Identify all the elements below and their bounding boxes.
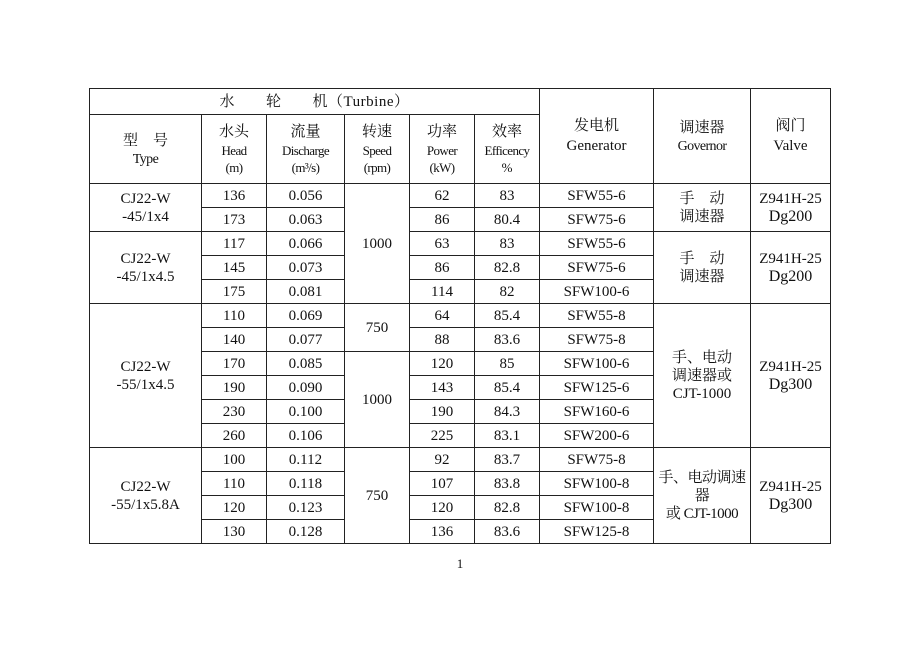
power-header-en: Power	[426, 143, 458, 158]
turbine-header: 水 轮 机（Turbine）	[90, 89, 540, 115]
power-cell: 120	[410, 496, 475, 520]
governor-line: 手 动	[679, 250, 725, 267]
head-header	[202, 115, 267, 184]
generator-header-en: Generator	[566, 138, 627, 154]
generator-cell: SFW55-8	[540, 304, 654, 328]
turbine-spec-table	[89, 88, 831, 544]
valve-line: Z941H-25	[759, 190, 822, 207]
model-cell	[90, 448, 202, 544]
model-line: -55/1x4.5	[116, 376, 175, 393]
governor-line: 手、电动	[671, 349, 732, 366]
valve-line: Dg200	[768, 207, 813, 225]
valve-header-zh: 阀门	[775, 118, 806, 134]
discharge-header-en: Discharge	[281, 143, 330, 158]
power-cell: 86	[410, 208, 475, 232]
power-header	[410, 115, 475, 184]
governor-cell	[654, 232, 751, 304]
power-cell: 64	[410, 304, 475, 328]
generator-cell: SFW75-6	[540, 208, 654, 232]
head-cell: 110	[202, 472, 267, 496]
head-cell: 175	[202, 280, 267, 304]
model-line: CJ22-W	[120, 358, 171, 375]
governor-line: 或 CJT-1000	[665, 505, 739, 522]
governor-line: 手 动	[679, 190, 725, 207]
speed-cell: 750	[345, 448, 410, 544]
efficiency-header-unit: %	[501, 159, 513, 175]
speed-header-zh: 转速	[361, 124, 392, 140]
generator-cell: SFW100-8	[540, 496, 654, 520]
valve-line: Z941H-25	[759, 478, 822, 495]
head-cell: 130	[202, 520, 267, 544]
generator-cell: SFW100-8	[540, 472, 654, 496]
efficiency-cell: 83.6	[475, 520, 540, 544]
valve-header-en: Valve	[773, 138, 808, 154]
model-cell	[90, 232, 202, 304]
head-cell: 140	[202, 328, 267, 352]
discharge-cell: 0.106	[267, 424, 345, 448]
head-header-unit: (m)	[225, 160, 243, 175]
generator-cell: SFW55-6	[540, 232, 654, 256]
model-line: -45/1x4	[122, 208, 169, 225]
page-number: 1	[456, 556, 464, 571]
efficiency-cell: 83.6	[475, 328, 540, 352]
valve-cell	[751, 232, 831, 304]
efficiency-cell: 80.4	[475, 208, 540, 232]
generator-header-zh: 发电机	[573, 118, 619, 134]
governor-cell	[654, 448, 751, 544]
power-cell: 63	[410, 232, 475, 256]
efficiency-cell: 83	[475, 184, 540, 208]
discharge-cell: 0.069	[267, 304, 345, 328]
type-header-en: Type	[132, 151, 159, 167]
governor-header-en: Governor	[677, 138, 727, 154]
head-cell: 190	[202, 376, 267, 400]
efficiency-cell: 82.8	[475, 256, 540, 280]
discharge-header-zh: 流量	[290, 124, 321, 140]
head-cell: 117	[202, 232, 267, 256]
table-row	[90, 232, 831, 256]
head-header-en: Head	[221, 143, 247, 158]
generator-cell: SFW100-6	[540, 280, 654, 304]
governor-line: 调速器	[679, 268, 725, 285]
governor-line: 手、电动调速器	[658, 469, 746, 504]
governor-header-zh: 调速器	[679, 119, 725, 136]
generator-cell: SFW160-6	[540, 400, 654, 424]
discharge-cell: 0.063	[267, 208, 345, 232]
model-line: -55/1x5.8A	[111, 496, 180, 513]
power-header-unit: (kW)	[429, 160, 455, 175]
generator-cell: SFW75-6	[540, 256, 654, 280]
efficiency-cell: 83.7	[475, 448, 540, 472]
generator-header	[540, 89, 654, 184]
power-cell: 107	[410, 472, 475, 496]
model-line: CJ22-W	[120, 250, 171, 267]
efficiency-cell: 82	[475, 280, 540, 304]
discharge-cell: 0.073	[267, 256, 345, 280]
head-cell: 120	[202, 496, 267, 520]
efficiency-cell: 84.3	[475, 400, 540, 424]
table-row	[90, 304, 831, 328]
governor-line: CJT-1000	[672, 385, 732, 402]
power-cell: 225	[410, 424, 475, 448]
head-cell: 260	[202, 424, 267, 448]
valve-header	[751, 89, 831, 184]
table-row	[90, 448, 831, 472]
head-cell: 145	[202, 256, 267, 280]
power-cell: 62	[410, 184, 475, 208]
governor-cell	[654, 184, 751, 232]
speed-header-unit: (rpm)	[363, 160, 391, 175]
model-line: CJ22-W	[120, 190, 171, 207]
discharge-cell: 0.100	[267, 400, 345, 424]
head-cell: 110	[202, 304, 267, 328]
valve-cell	[751, 184, 831, 232]
power-cell: 92	[410, 448, 475, 472]
head-cell: 230	[202, 400, 267, 424]
generator-cell: SFW200-6	[540, 424, 654, 448]
valve-line: Z941H-25	[759, 250, 822, 267]
generator-cell: SFW75-8	[540, 448, 654, 472]
efficiency-cell: 85.4	[475, 304, 540, 328]
type-header	[90, 115, 202, 184]
valve-cell	[751, 448, 831, 544]
power-cell: 136	[410, 520, 475, 544]
valve-line: Dg200	[768, 267, 813, 285]
generator-cell: SFW75-8	[540, 328, 654, 352]
generator-cell: SFW125-6	[540, 376, 654, 400]
speed-cell: 1000	[345, 352, 410, 448]
power-cell: 190	[410, 400, 475, 424]
valve-line: Dg300	[768, 375, 813, 393]
power-cell: 86	[410, 256, 475, 280]
discharge-cell: 0.112	[267, 448, 345, 472]
header-row-1	[90, 89, 831, 115]
power-header-zh: 功率	[426, 124, 457, 140]
generator-cell: SFW55-6	[540, 184, 654, 208]
discharge-header-unit: (m³/s)	[291, 160, 320, 175]
discharge-cell: 0.118	[267, 472, 345, 496]
discharge-cell: 0.081	[267, 280, 345, 304]
valve-cell	[751, 304, 831, 448]
discharge-cell: 0.123	[267, 496, 345, 520]
valve-line: Z941H-25	[759, 358, 822, 375]
model-cell	[90, 184, 202, 232]
governor-line: 调速器或	[671, 367, 732, 384]
head-cell: 136	[202, 184, 267, 208]
speed-header	[345, 115, 410, 184]
discharge-header	[267, 115, 345, 184]
generator-cell: SFW100-6	[540, 352, 654, 376]
model-line: -45/1x4.5	[116, 268, 175, 285]
efficiency-cell: 83.1	[475, 424, 540, 448]
speed-header-en: Speed	[362, 143, 392, 158]
efficiency-header-en: Efficency	[484, 142, 530, 158]
discharge-cell: 0.085	[267, 352, 345, 376]
efficiency-cell: 82.8	[475, 496, 540, 520]
model-cell	[90, 304, 202, 448]
efficiency-cell: 83	[475, 232, 540, 256]
efficiency-header-zh: 效率	[491, 123, 522, 140]
head-header-zh: 水头	[218, 124, 249, 140]
head-cell: 170	[202, 352, 267, 376]
discharge-cell: 0.077	[267, 328, 345, 352]
governor-cell	[654, 304, 751, 448]
efficiency-cell: 85.4	[475, 376, 540, 400]
speed-cell: 750	[345, 304, 410, 352]
model-line: CJ22-W	[120, 478, 171, 495]
efficiency-cell: 83.8	[475, 472, 540, 496]
power-cell: 120	[410, 352, 475, 376]
governor-line: 调速器	[679, 208, 725, 225]
valve-line: Dg300	[768, 495, 813, 513]
head-cell: 173	[202, 208, 267, 232]
governor-header	[654, 89, 751, 184]
discharge-cell: 0.066	[267, 232, 345, 256]
head-cell: 100	[202, 448, 267, 472]
discharge-cell: 0.090	[267, 376, 345, 400]
power-cell: 88	[410, 328, 475, 352]
discharge-cell: 0.056	[267, 184, 345, 208]
efficiency-cell: 85	[475, 352, 540, 376]
type-header-zh: 型 号	[122, 132, 168, 149]
power-cell: 114	[410, 280, 475, 304]
table-row	[90, 184, 831, 208]
power-cell: 143	[410, 376, 475, 400]
generator-cell: SFW125-8	[540, 520, 654, 544]
speed-cell: 1000	[345, 184, 410, 304]
efficiency-header	[475, 115, 540, 184]
discharge-cell: 0.128	[267, 520, 345, 544]
